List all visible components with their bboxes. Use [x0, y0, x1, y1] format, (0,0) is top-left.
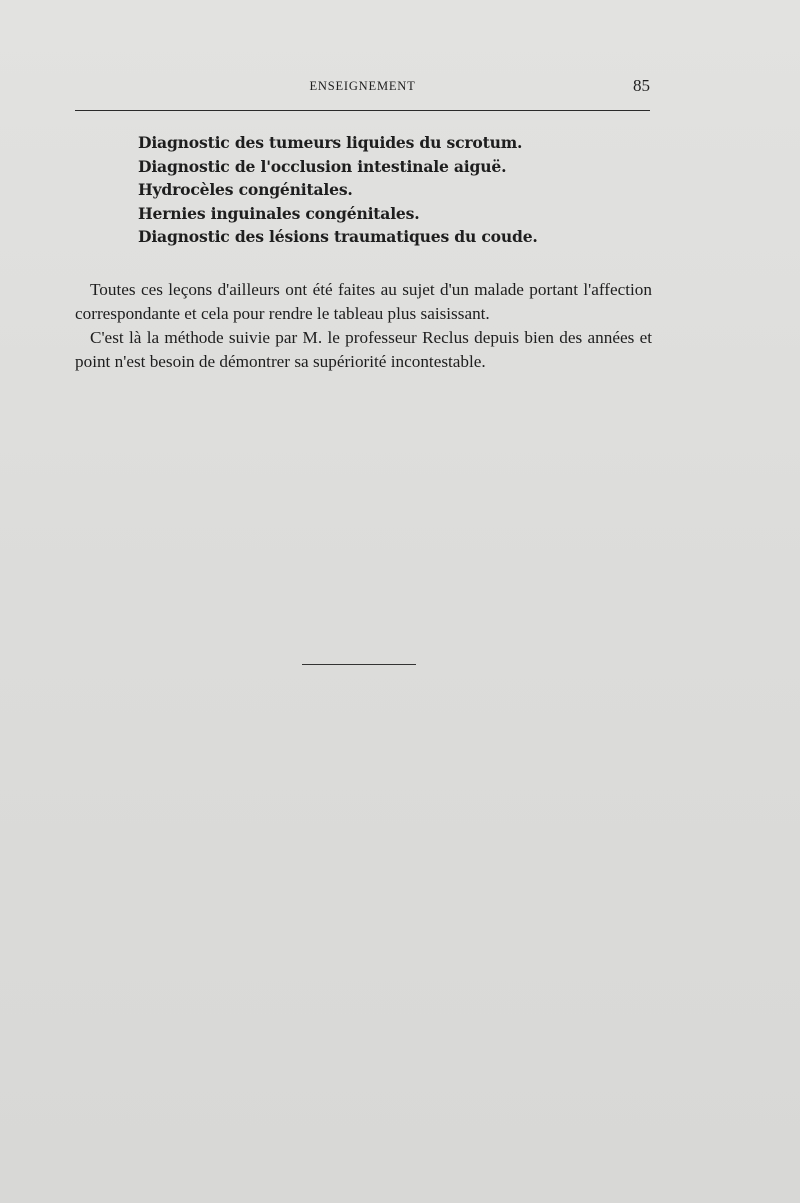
- section-end-rule: [302, 664, 416, 665]
- paragraph: C'est là la méthode suivie par M. le professeur Reclus depuis bien des années et point n'est besoin de démontrer sa supériorité incontestable.: [75, 328, 652, 371]
- header-rule: [75, 110, 650, 111]
- running-title: ENSEIGNEMENT: [309, 79, 416, 93]
- paragraph: Toutes ces leçons d'ailleurs ont été faites au sujet d'un malade portant l'affection correspondante et cela pour rendre le tableau plus saisissant.: [75, 280, 652, 323]
- lesson-item: Hydrocèles congénitales.: [138, 180, 353, 199]
- lesson-item: Diagnostic des lésions traumatiques du coude.: [138, 227, 538, 246]
- lesson-list: [138, 131, 538, 249]
- lesson-item: Hernies inguinales congénitales.: [138, 203, 420, 223]
- page-header: [75, 76, 650, 104]
- body-text: [75, 278, 652, 374]
- lesson-item: Diagnostic de l'occlusion intestinale aiguë.: [138, 156, 507, 176]
- page-number: 85: [633, 76, 650, 95]
- lesson-item: Diagnostic des tumeurs liquides du scrotum.: [138, 133, 523, 152]
